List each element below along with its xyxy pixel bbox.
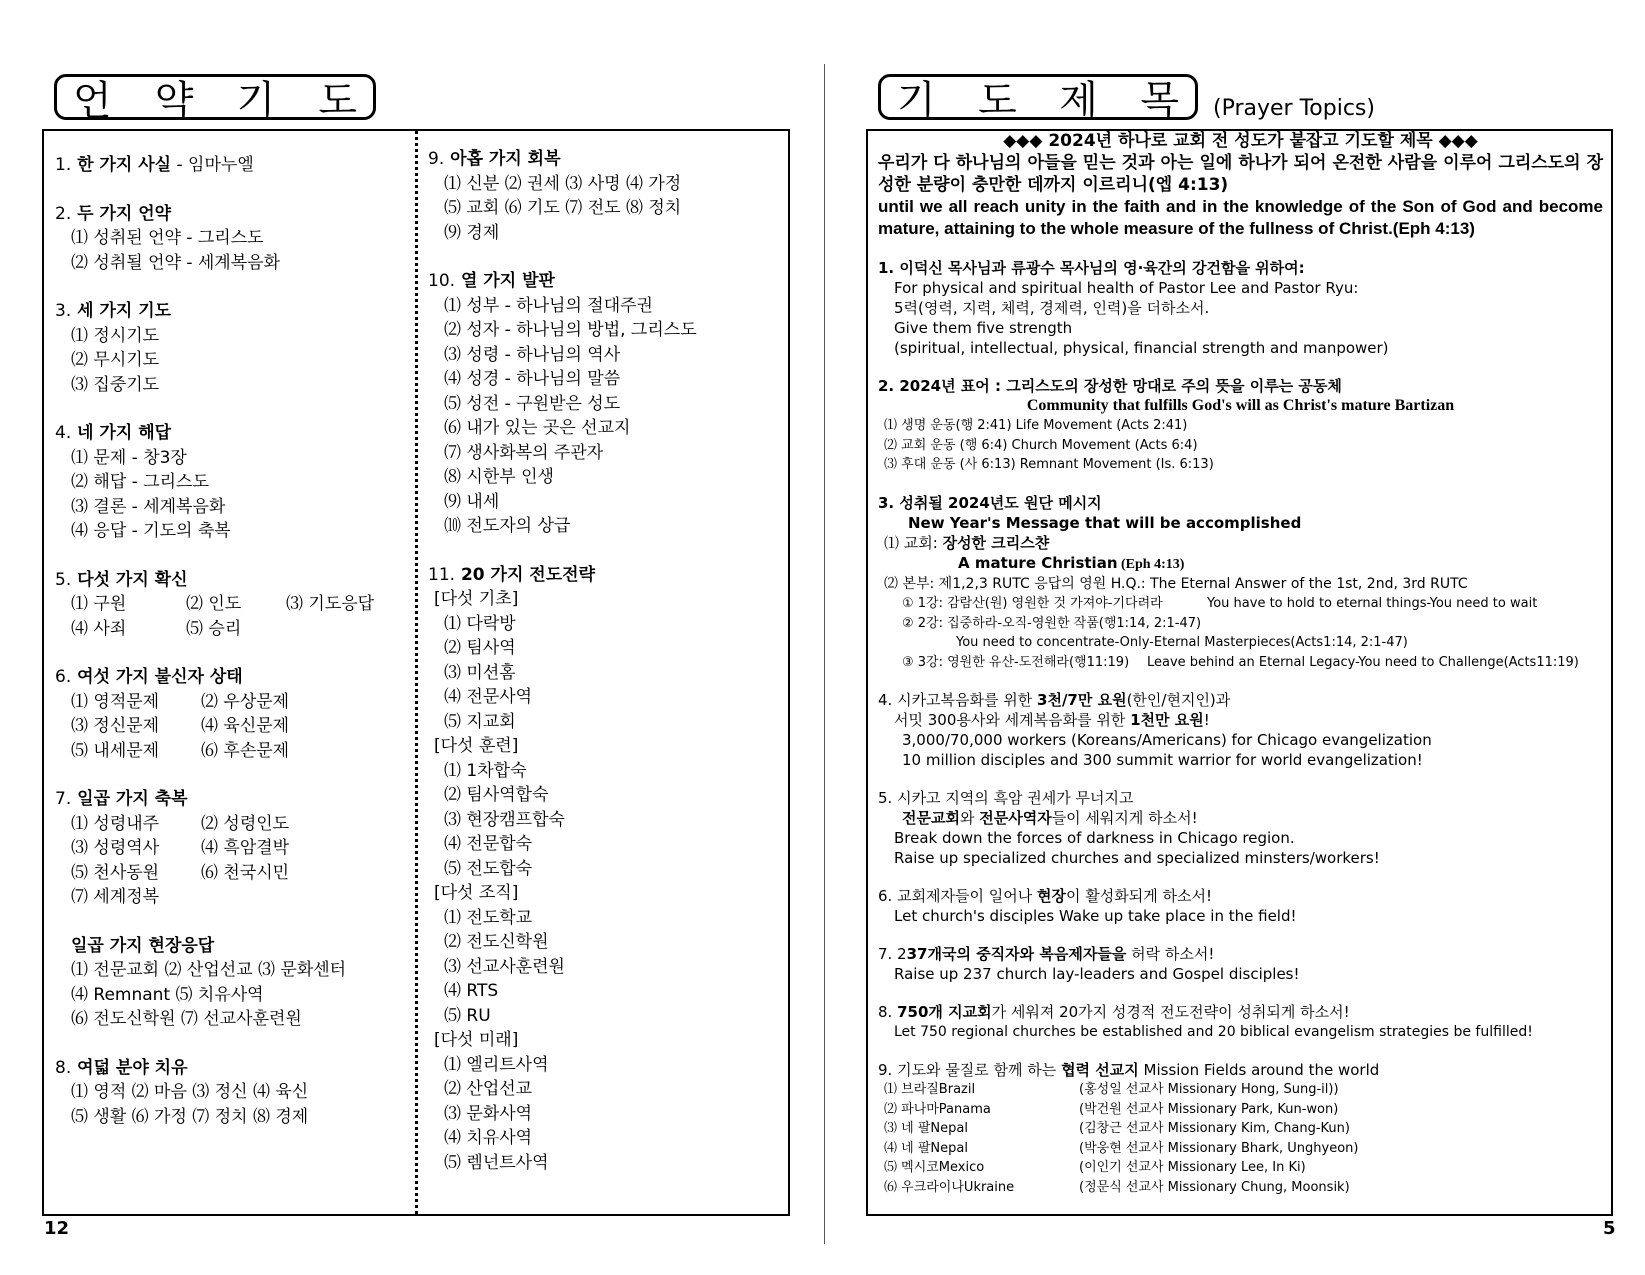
- page-gutter: [824, 64, 825, 1244]
- section-heading: 7. 일곱 가지 축복: [55, 789, 188, 809]
- title-char: 도: [318, 77, 357, 124]
- topic-line: For physical and spiritual health of Pastor Lee and Pastor Ryu:: [894, 279, 1359, 297]
- topic-heading: 2. 2024년 표어 : 그리스도의 장성한 망대로 주의 뜻을 이루는 공동체: [878, 377, 1342, 395]
- topic-line: 5력(영력, 지력, 체력, 경제력, 인력)을 더하소서.: [894, 299, 1210, 317]
- list-item: ⑵ 전도신학원: [444, 932, 549, 952]
- section-heading: 10. 열 가지 발판: [428, 271, 555, 291]
- topic-line: Let church's disciples Wake up take place in the field!: [894, 907, 1297, 925]
- list-row: ⑸ 내세문제 ⑹ 후손문제: [71, 740, 290, 761]
- right-page-number: 5: [1603, 1218, 1616, 1239]
- left-column-2: [428, 147, 783, 1175]
- topic-line: Raise up 237 church lay-leaders and Gospel disciples!: [894, 965, 1300, 983]
- motto-english: Community that fulfills God's will as Christ's mature Bartizan: [1026, 397, 1455, 414]
- left-column-divider: [415, 131, 418, 1214]
- topic-line: Let 750 regional churches be established and 20 biblical evangelism strategies be fulfilled!: [894, 1024, 1533, 1040]
- title-char: 기: [897, 77, 936, 124]
- list-item: ⑸ 렘넌트사역: [444, 1152, 549, 1173]
- list-item: ⑹ 내가 있는 곳은 선교지: [444, 418, 631, 438]
- section-heading: 6. 여섯 가지 불신자 상태: [55, 667, 243, 687]
- list-row: ⑴ 성령내주 ⑵ 성령인도: [71, 813, 290, 834]
- topic-line: ⑴ 교회: 장성한 크리스챤: [884, 533, 1050, 552]
- topic-line: ⑴ 생명 운동(행 2:41) Life Movement (Acts 2:41): [884, 418, 1188, 433]
- list-row: ⑴ 전문교회 ⑵ 산업선교 ⑶ 문화센터: [71, 960, 347, 980]
- list-item: ⑷ RTS: [444, 981, 499, 1001]
- list-item: ⑶ 결론 - 세계복음화: [71, 496, 226, 517]
- topic-line: ③ 3강: 영원한 유산-도전해라(행11:19) Leave behind an Eternal Legacy-You need to Challenge(Acts11:19): [902, 654, 1579, 670]
- list-item: ⑺ 생사화복의 주관자: [444, 442, 604, 463]
- topic-line: ② 2강: 집중하라-오직-영원한 작품(행1:14, 2:1-47): [902, 615, 1202, 631]
- list-row: ⑸ 천사동원 ⑹ 천국시민: [71, 862, 290, 883]
- topic-line: Give them five strength: [894, 319, 1073, 337]
- list-row: ⑸ 생활 ⑹ 가정 ⑺ 정치 ⑻ 경제: [71, 1106, 309, 1127]
- list-item: ⑴ 전도학교: [444, 907, 533, 928]
- topic-heading: 7. 237개국의 중직자와 복음제자들을 허락 하소서!: [878, 945, 1215, 963]
- left-page-title: [54, 74, 376, 124]
- topic-heading: 1. 이덕신 목사님과 류광수 목사님의 영·육간의 강건함을 위하여:: [878, 259, 1305, 277]
- mission-row: ⑸ 멕시코Mexico (이인기 선교사 Missionary Lee, In Ki): [884, 1160, 1306, 1175]
- list-item: ⑶ 성령 - 하나님의 역사: [444, 344, 621, 365]
- list-item: ⑴ 엘리트사역: [444, 1054, 549, 1075]
- verse-korean: 우리가 다 하나님의 아들을 믿는 것과 아는 일에 하나가 되어 온전한 사람을 이루어 그리스도의 장성한 분량이 충만한 데까지 이르리니(엡 4:13): [878, 153, 1603, 195]
- list-item: ⑴ 1차합숙: [444, 760, 527, 781]
- list-item: ⑴ 정시기도: [71, 325, 160, 346]
- group-label: [다섯 조직]: [434, 883, 519, 903]
- group-label: [다섯 기초]: [434, 589, 519, 609]
- list-item: ⑸ 전도합숙: [444, 858, 533, 879]
- mission-row: ⑶ 네 팔Nepal (김창근 선교사 Missionary Kim, Chang-Kun): [884, 1121, 1350, 1136]
- section-heading: 1. 한 가지 사실 - 임마누엘: [55, 155, 254, 175]
- list-item: ⑻ 시한부 인생: [444, 467, 554, 487]
- section-heading: 9. 아홉 가지 회복: [428, 149, 561, 169]
- topic-heading: 5. 시카고 지역의 흑암 권세가 무너지고: [878, 789, 1134, 807]
- list-item: ⑴ 다락방: [444, 613, 516, 634]
- mission-row: ⑹ 우크라이나Ukraine (정문식 선교사 Missionary Chung, Moonsik): [884, 1179, 1350, 1195]
- list-item: ⑷ 전문합숙: [444, 834, 533, 854]
- title-char: 기: [236, 77, 276, 124]
- list-item: ⑽ 전도자의 상급: [444, 516, 571, 536]
- section-heading: 8. 여덟 분야 치유: [55, 1057, 188, 1078]
- topic-line: ⑵ 본부: 제1,2,3 RUTC 응답의 영원 H.Q.: The Eternal Answer of the 1st, 2nd, 3rd RUTC: [884, 575, 1468, 592]
- list-item: ⑸ RU: [444, 1005, 491, 1026]
- section-heading: 5. 다섯 가지 확신: [55, 569, 188, 590]
- list-item: ⑵ 해답 - 그리스도: [71, 472, 209, 492]
- mission-row: ⑵ 파나마Panama (박건원 선교사 Missionary Park, Kun-won): [884, 1101, 1339, 1117]
- group-label: [다섯 미래]: [434, 1030, 519, 1050]
- topic-heading: 4. 시카고복음화를 위한 3천/7만 요원(한인/현지인)과: [878, 691, 1231, 709]
- title-char: 언: [73, 77, 112, 124]
- list-item: ⑴ 문제 - 창3장: [71, 447, 187, 468]
- left-column-1: [55, 153, 410, 1129]
- topic-line: New Year's Message that will be accomplished: [908, 513, 1302, 532]
- right-page-title: [878, 74, 1198, 124]
- list-row: ⑹ 전도신학원 ⑺ 선교사훈련원: [71, 1009, 302, 1029]
- title-char: 목: [1140, 77, 1179, 124]
- topic-line: 10 million disciples and 300 summit warrior for world evangelization!: [902, 751, 1423, 769]
- list-item: ⑸ 성전 - 구원받은 성도: [444, 393, 621, 414]
- topic-line: 3,000/70,000 workers (Koreans/Americans) for Chicago evangelization: [902, 731, 1432, 749]
- list-item: ⑶ 현장캠프합숙: [444, 809, 565, 830]
- topic-line: 서밋 300용사와 세계복음화를 위한 1천만 요원!: [894, 711, 1210, 729]
- list-item: ⑴ 성부 - 하나님의 절대주권: [444, 295, 653, 316]
- list-item: ⑷ 치유사역: [444, 1128, 533, 1148]
- topic-line: Break down the forces of darkness in Chicago region.: [894, 829, 1295, 847]
- section-heading: 3. 세 가지 기도: [55, 301, 172, 321]
- topic-line: Raise up specialized churches and specialized minsters/workers!: [894, 849, 1380, 867]
- topic-heading: 8. 750개 지교회가 세워져 20가지 성경적 전도전략이 성취되게 하소서!: [878, 1003, 1350, 1021]
- topic-line: ⑶ 후대 운동 (사 6:13) Remnant Movement (Is. 6:13): [884, 457, 1214, 472]
- list-item: ⑶ 미션홈: [444, 662, 516, 683]
- section-heading: 일곱 가지 현장응답: [71, 935, 215, 956]
- topic-line: A mature Christian (Eph 4:13): [958, 553, 1185, 572]
- list-item: ⑵ 성취될 언약 - 세계복음화: [71, 252, 280, 273]
- list-row: ⑶ 정신문제 ⑷ 육신문제: [71, 716, 290, 736]
- list-item: ⑵ 산업선교: [444, 1079, 533, 1099]
- topic-line: 전문교회와 전문사역자들이 세워지게 하소서!: [902, 809, 1198, 827]
- list-row: ⑴ 영적 ⑵ 마음 ⑶ 정신 ⑷ 육신: [71, 1082, 309, 1102]
- list-item: ⑷ 응답 - 기도의 축복: [71, 521, 231, 541]
- list-item: ⑷ 전문사역: [444, 687, 533, 707]
- prayer-topics: [878, 130, 1603, 1197]
- topic-line: ⑵ 교회 운동 (행 6:4) Church Movement (Acts 6:4): [884, 437, 1198, 453]
- title-char: 약: [154, 77, 194, 124]
- list-item: ⑼ 내세: [444, 491, 500, 512]
- topic-line: (spiritual, intellectual, physical, financial strength and manpower): [894, 339, 1389, 357]
- list-item: ⑴ 성취된 언약 - 그리스도: [71, 228, 264, 248]
- left-page-number: 12: [44, 1218, 70, 1239]
- topic-heading: 6. 교회제자들이 일어나 현장이 활성화되게 하소서!: [878, 887, 1212, 905]
- list-item: ⑶ 집중기도: [71, 374, 160, 395]
- section-heading: 4. 네 가지 해답: [55, 423, 172, 443]
- list-item: ⑶ 선교사훈련원: [444, 956, 565, 977]
- topic-line: ① 1강: 감람산(원) 영원한 것 가져야-기다려라 You have to hold to eternal things-You need to wait: [902, 596, 1538, 611]
- title-char: 도: [978, 77, 1017, 124]
- section-heading: 2. 두 가지 언약: [55, 203, 172, 224]
- topic-line: You need to concentrate-Only-Eternal Masterpieces(Acts1:14, 2:1-47): [956, 635, 1408, 650]
- topic-heading: 3. 성취될 2024년도 원단 메시지: [878, 493, 1102, 512]
- list-row: ⑴ 영적문제 ⑵ 우상문제: [71, 691, 290, 712]
- group-label: [다섯 훈련]: [434, 736, 519, 756]
- title-char: 제: [1059, 77, 1098, 124]
- list-row: ⑷ 사죄 ⑸ 승리: [71, 618, 242, 639]
- topic-heading: 9. 기도와 물질로 함께 하는 협력 선교지 Mission Fields around the world: [878, 1061, 1380, 1079]
- list-item: ⑷ 성경 - 하나님의 말씀: [444, 369, 621, 389]
- list-row: ⑷ Remnant ⑸ 치유사역: [71, 984, 264, 1005]
- list-row: ⑴ 구원 ⑵ 인도 ⑶ 기도응답: [71, 594, 375, 614]
- mission-row: ⑴ 브라질Brazil (홍성일 선교사 Missionary Hong, Sung-il)): [884, 1082, 1339, 1097]
- list-row: ⑶ 성령역사 ⑷ 흑암결박: [71, 838, 290, 858]
- list-item: ⑵ 성자 - 하나님의 방법, 그리스도: [444, 320, 697, 340]
- section-heading: 11. 20 가지 전도전략: [428, 564, 595, 585]
- mission-row: ⑷ 네 팔Nepal (박웅현 선교사 Missionary Bhark, Unghyeon): [884, 1140, 1359, 1156]
- list-item: ⑵ 팀사역: [444, 638, 516, 658]
- banner: ◆◆◆ 2024년 하나로 교회 전 성도가 붙잡고 기도할 제목 ◆◆◆: [1003, 131, 1478, 151]
- list-item: ⑵ 무시기도: [71, 350, 160, 370]
- list-item: ⑵ 팀사역합숙: [444, 785, 549, 805]
- title-subtitle: (Prayer Topics): [1213, 96, 1375, 121]
- list-row: ⑺ 세계정복: [71, 887, 160, 907]
- list-row: ⑸ 교회 ⑹ 기도 ⑺ 전도 ⑻ 정치: [444, 198, 682, 218]
- list-item: ⑶ 문화사역: [444, 1103, 533, 1124]
- list-item: ⑸ 지교회: [444, 711, 516, 732]
- verse-english: until we all reach unity in the faith and in the knowledge of the Son of God and become mature, attaining to the whole measure of the fullness of Christ.(Eph 4:13): [878, 197, 1603, 238]
- list-row: ⑼ 경제: [444, 222, 500, 243]
- list-row: ⑴ 신분 ⑵ 권세 ⑶ 사명 ⑷ 가정: [444, 173, 682, 194]
